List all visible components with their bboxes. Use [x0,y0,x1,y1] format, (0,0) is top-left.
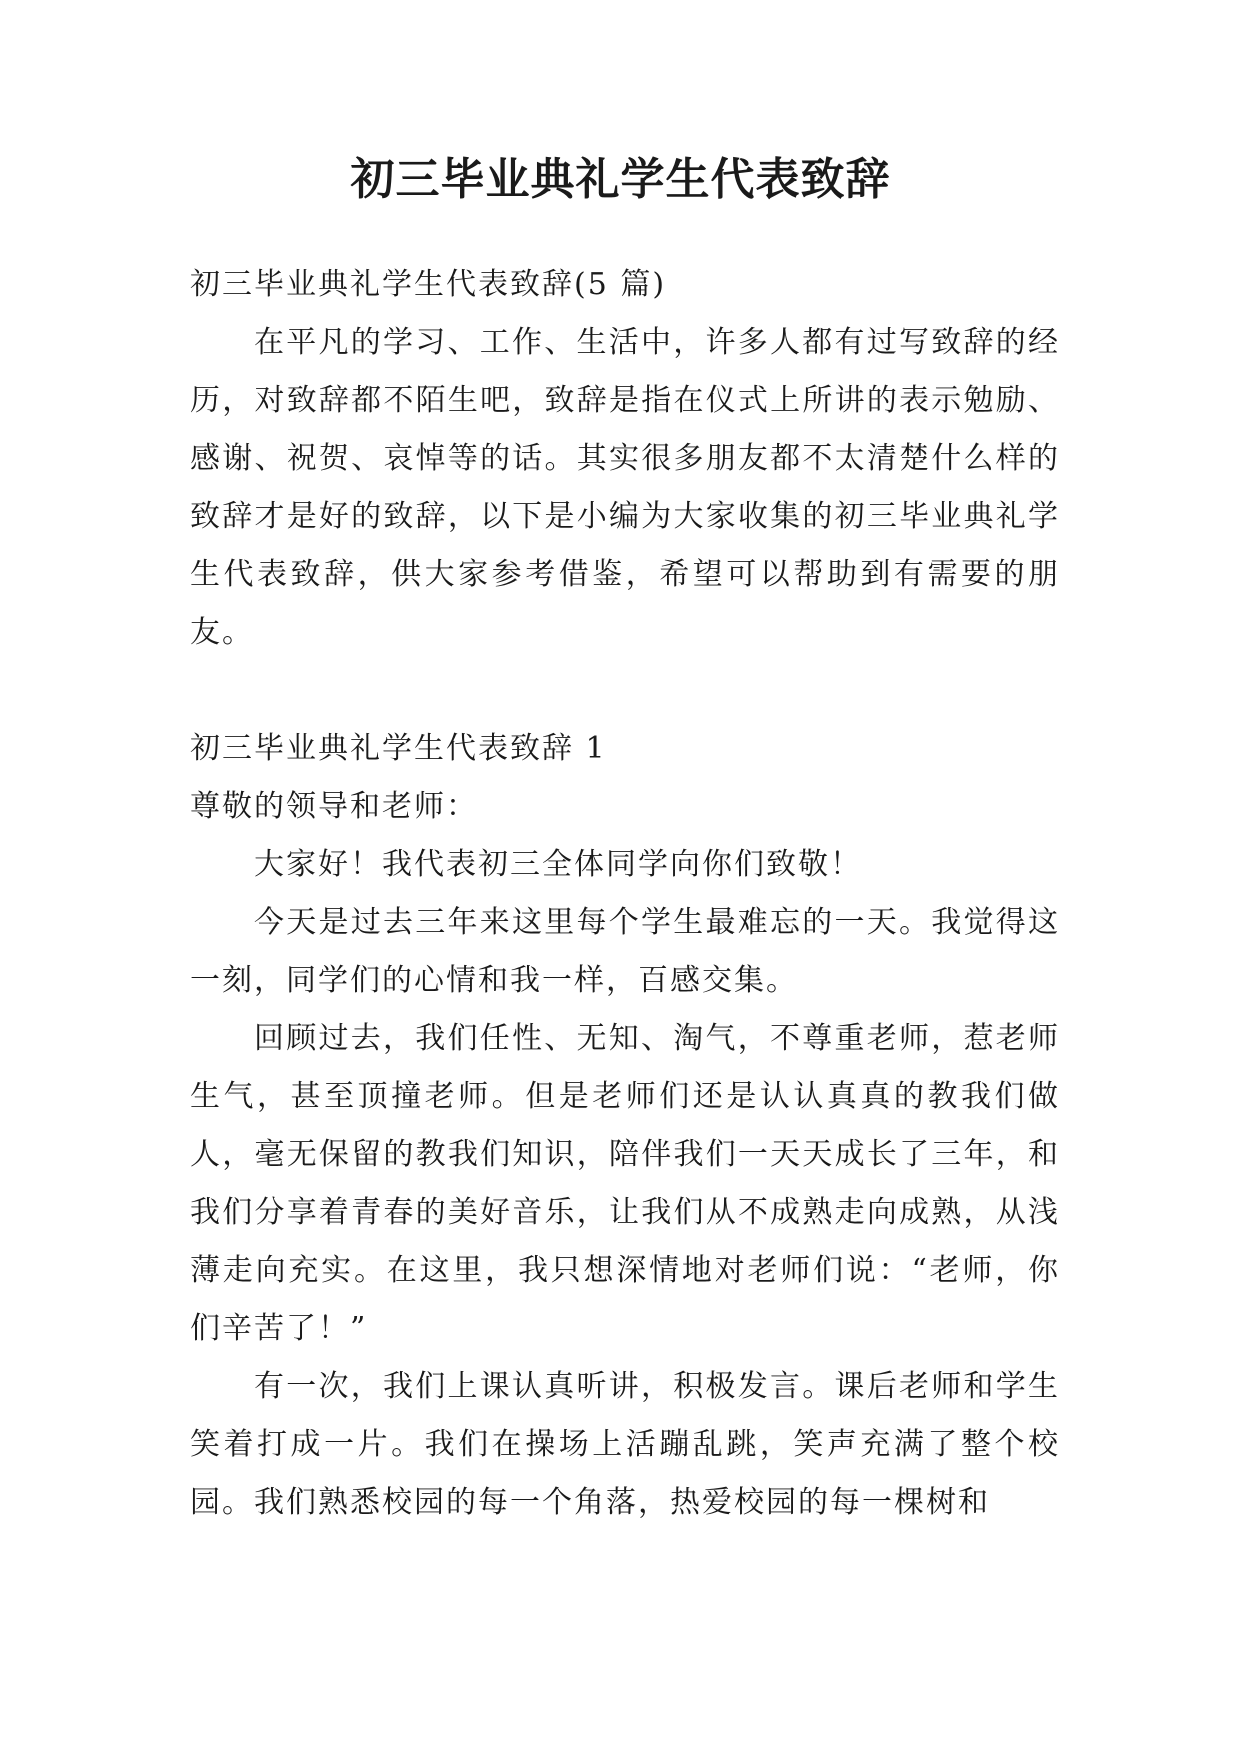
speech-paragraph: 有一次，我们上课认真听讲，积极发言。课后老师和学生笑着打成一片。我们在操场上活蹦乱跳，笑声充满了整个校园。我们熟悉校园的每一个角落，热爱校园的每一棵树和 [190,1369,1060,1520]
salutation: 尊敬的领导和老师： [190,789,478,824]
section-spacer [190,662,1060,720]
intro-paragraph: 在平凡的学习、工作、生活中，许多人都有过写致辞的经历，对致辞都不陌生吧，致辞是指在仪式上所讲的表示勉励、感谢、祝贺、哀悼等的话。其实很多朋友都不太清楚什么样的致辞才是好的致辞，以下是小编为大家收集的初三毕业典礼学生代表致辞，供大家参考借鉴，希望可以帮助到有需要的朋友。 [190,325,1060,650]
document-body [190,256,1060,1532]
document-title: 初三毕业典礼学生代表致辞 [350,154,891,205]
document-subtitle: 初三毕业典礼学生代表致辞(5 篇) [190,267,667,302]
speech-paragraph: 今天是过去三年来这里每个学生最难忘的一天。我觉得这一刻，同学们的心情和我一样，百感交集。 [190,905,1060,998]
section-heading: 初三毕业典礼学生代表致辞 1 [190,731,607,766]
speech-paragraph: 大家好！我代表初三全体同学向你们致敬！ [254,847,862,882]
speech-paragraph: 回顾过去，我们任性、无知、淘气，不尊重老师，惹老师生气，甚至顶撞老师。但是老师们还是认认真真的教我们做人，毫无保留的教我们知识，陪伴我们一天天成长了三年，和我们分享着青春的美好音乐，让我们从不成熟走向成熟，从浅薄走向充实。在这里，我只想深情地对老师们说：“老师，你们辛苦了！” [190,1021,1060,1346]
